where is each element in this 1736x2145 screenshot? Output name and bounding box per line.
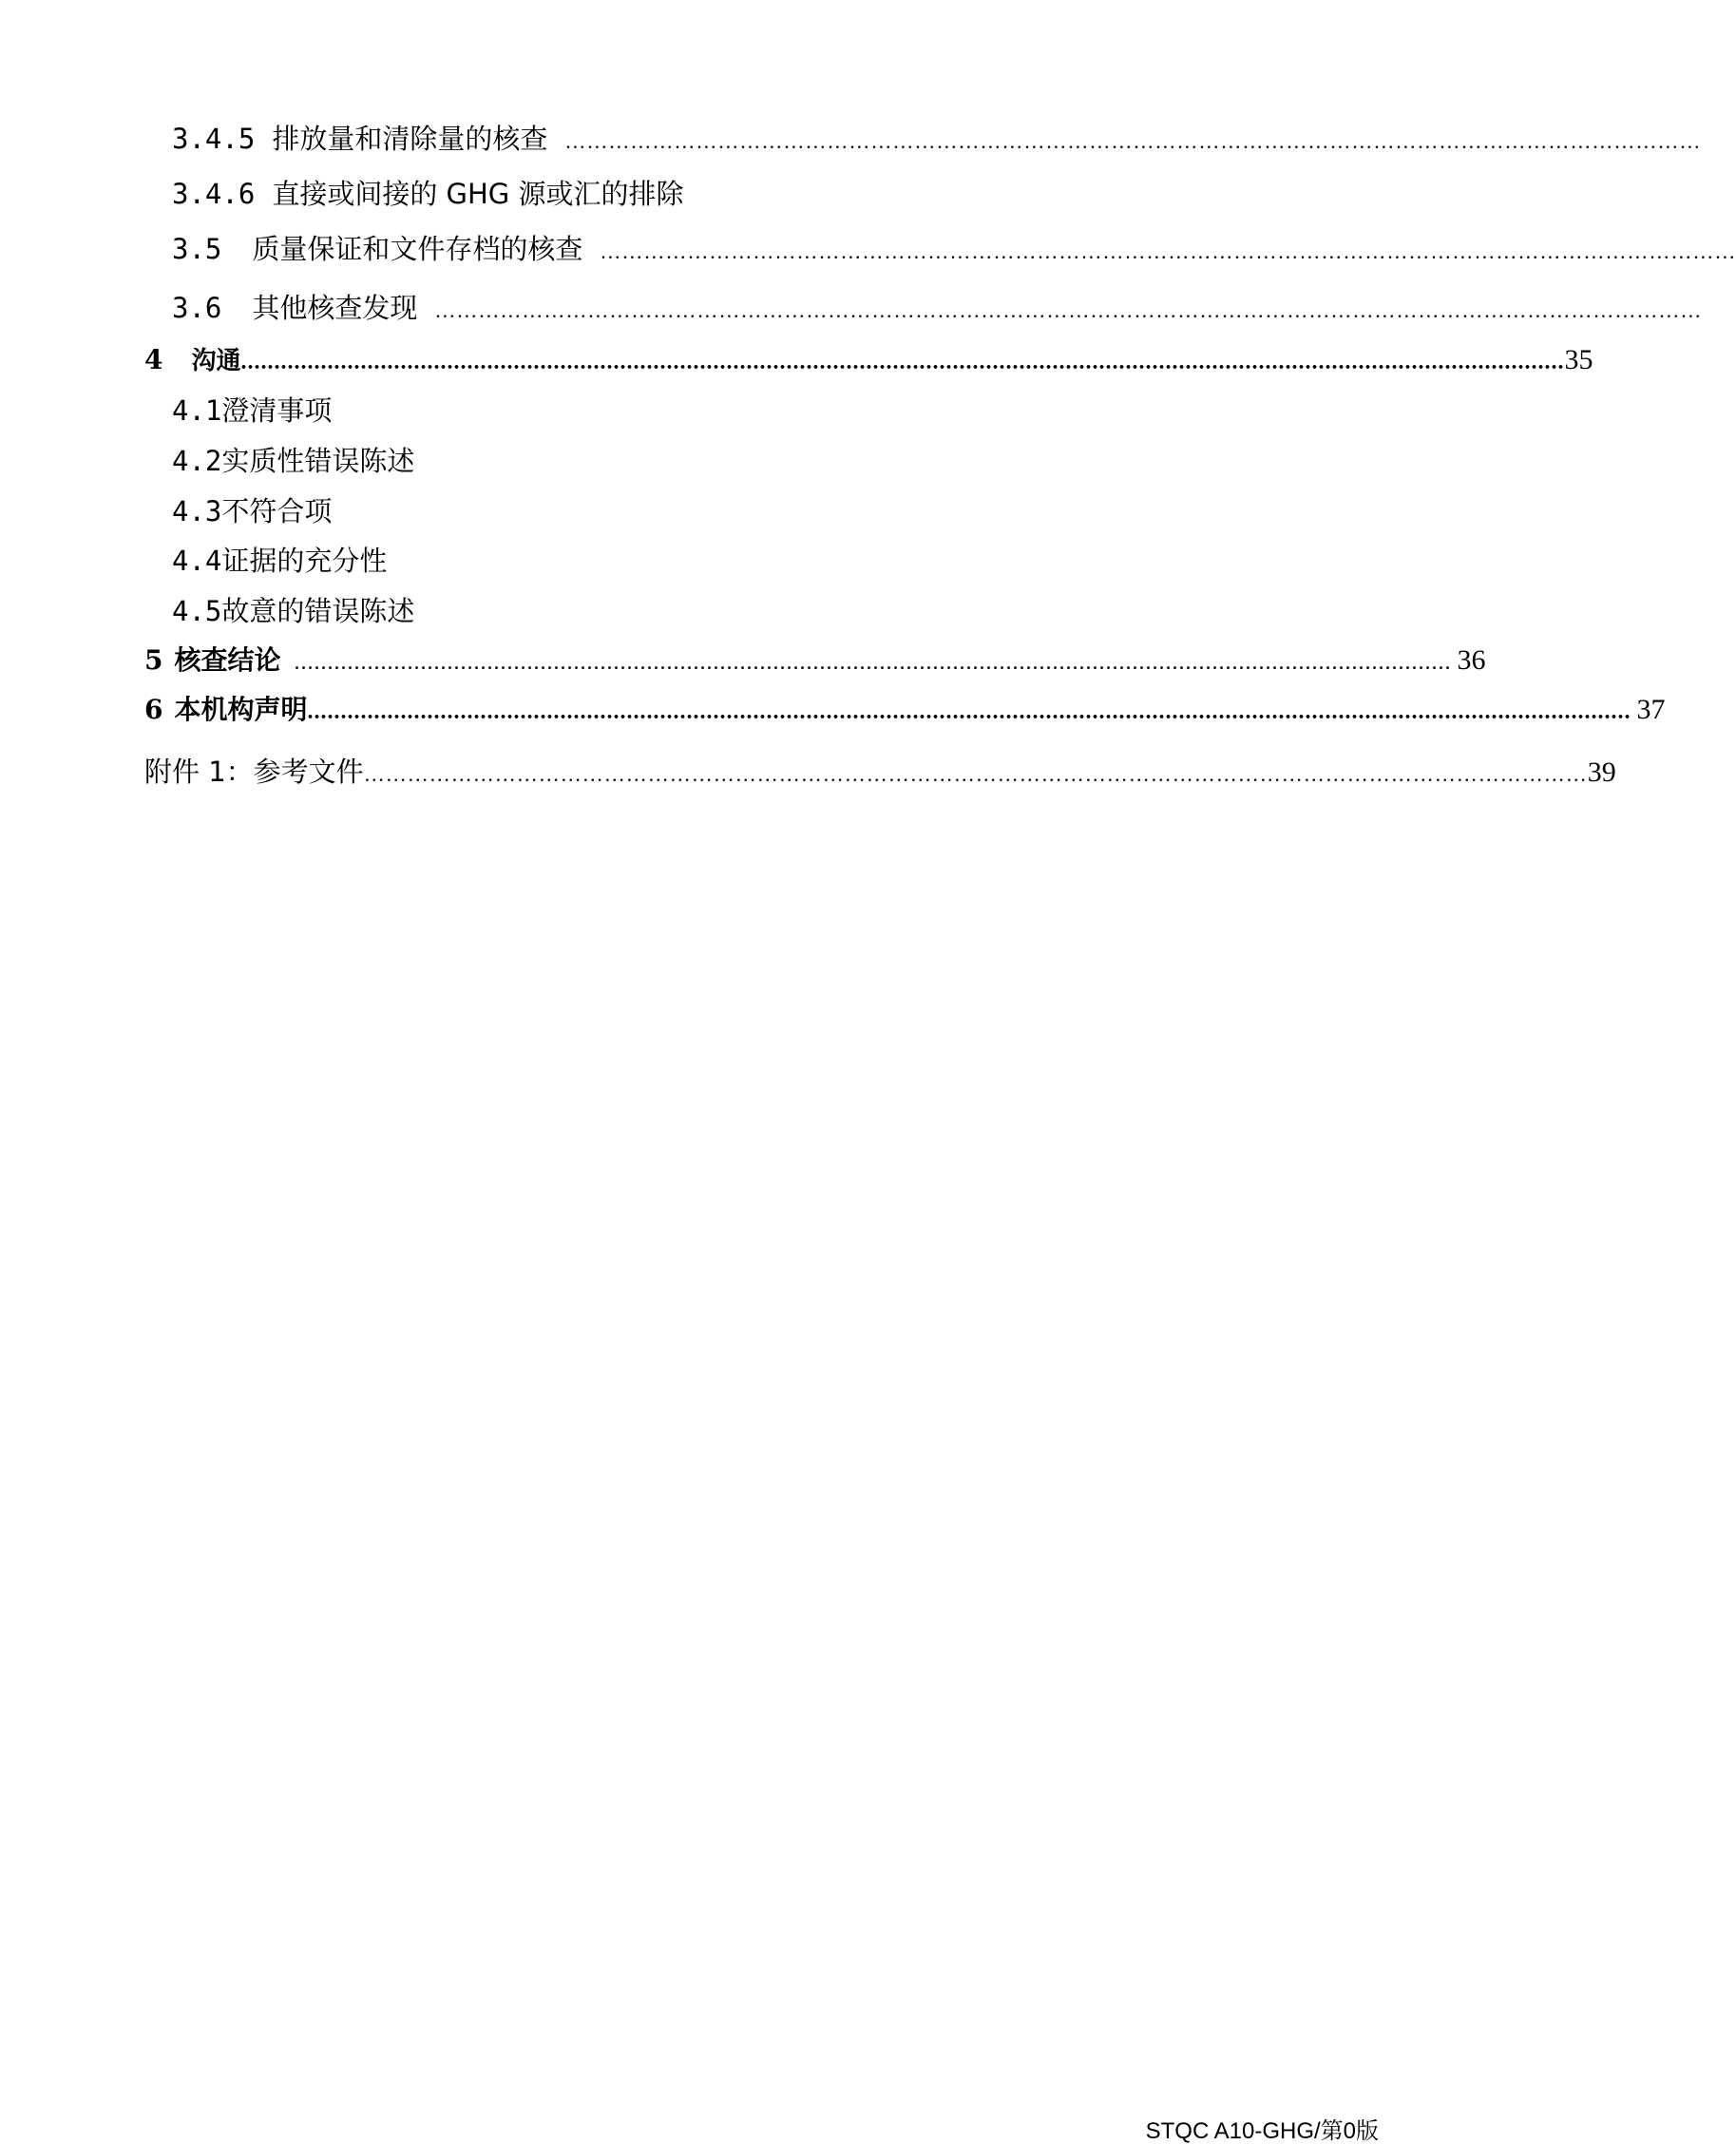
- toc-entry-4-1[interactable]: [172, 394, 333, 427]
- toc-entry-number: 4.1: [172, 394, 222, 427]
- toc-entry-title: 其他核查发现: [252, 292, 418, 324]
- toc-entry-3-6[interactable]: [172, 292, 1703, 324]
- dot-leader: …………………………………………………………………………………………………………………………………………: [600, 239, 1736, 263]
- toc-entry-title: 排放量和清除量的核查: [272, 123, 548, 155]
- toc-entry-3-4-5[interactable]: [172, 123, 1702, 155]
- dot-leader: …………………………………………………………………………………………………………………………………………: [564, 129, 1702, 153]
- toc-entry-3-4-6[interactable]: [172, 178, 1212, 210]
- toc-entry-number: 3.4.6: [172, 178, 256, 210]
- toc-entry-number: 5: [144, 644, 163, 676]
- toc-entry-title: 故意的错误陈述: [221, 595, 415, 627]
- toc-entry-4-4[interactable]: [172, 547, 387, 575]
- toc-entry-number: 4.4: [172, 545, 222, 577]
- toc-entry-6[interactable]: [144, 694, 1666, 725]
- toc-entry-number: 3.6: [172, 292, 222, 324]
- page-footer: STQC A10-GHG/第0版: [1145, 2118, 1379, 2144]
- toc-entry-title: 核查结论: [174, 644, 281, 676]
- dot-leader: .......................................................................................................................................................................................................: [240, 350, 1565, 374]
- toc-entry-4-2[interactable]: [172, 445, 415, 477]
- toc-entry-title: 不符合项: [221, 495, 333, 527]
- toc-entry-title: 质量保证和文件存档的核查: [252, 233, 583, 265]
- toc-entry-4-5[interactable]: [172, 595, 415, 627]
- toc-entry-number: 4.5: [172, 595, 222, 627]
- toc-entry-title: 证据的充分性: [221, 545, 388, 577]
- toc-entry-page: 35: [1564, 344, 1593, 375]
- toc-entry-title: 本机构声明: [174, 694, 308, 725]
- toc-entry-appendix-1[interactable]: [144, 756, 1616, 788]
- toc-entry-4[interactable]: [144, 344, 1593, 375]
- toc-entry-number: 附件 1：: [144, 756, 254, 788]
- toc-entry-page: 39: [1587, 756, 1616, 788]
- toc-entry-number: 4.3: [172, 495, 222, 527]
- toc-entry-number: 6: [144, 694, 163, 725]
- dot-leader: .......................................................................................................................................................................................................: [307, 699, 1631, 724]
- toc-entry-title: 参考文件: [253, 756, 364, 788]
- toc-entry-number: 3.4.5: [172, 123, 256, 155]
- toc-entry-5[interactable]: [144, 644, 1486, 676]
- toc-entry-page: 37: [1636, 694, 1666, 725]
- toc-entry-page: 36: [1457, 644, 1486, 676]
- dot-leader: ..............................................................................................................................................................................: [294, 650, 1452, 675]
- toc-entry-number: 3.5: [172, 233, 222, 265]
- toc-entry-title: 直接或间接的 GHG 源或汇的排除: [272, 178, 684, 210]
- dot-leader: ……………………………………………………………………………………………………………………………………………………: [363, 762, 1588, 786]
- toc-entry-number: 4: [144, 344, 163, 375]
- toc-entry-title: 澄清事项: [221, 394, 333, 427]
- toc-entry-title: 实质性错误陈述: [221, 445, 415, 477]
- toc-entry-number: 4.2: [172, 445, 222, 477]
- toc-entry-4-3[interactable]: [172, 495, 333, 527]
- toc-entry-title: 沟通: [191, 347, 241, 375]
- toc-entry-3-5[interactable]: [172, 233, 1736, 265]
- dot-leader: …………………………………………………………………………………………………………………………………………………………: [434, 298, 1703, 322]
